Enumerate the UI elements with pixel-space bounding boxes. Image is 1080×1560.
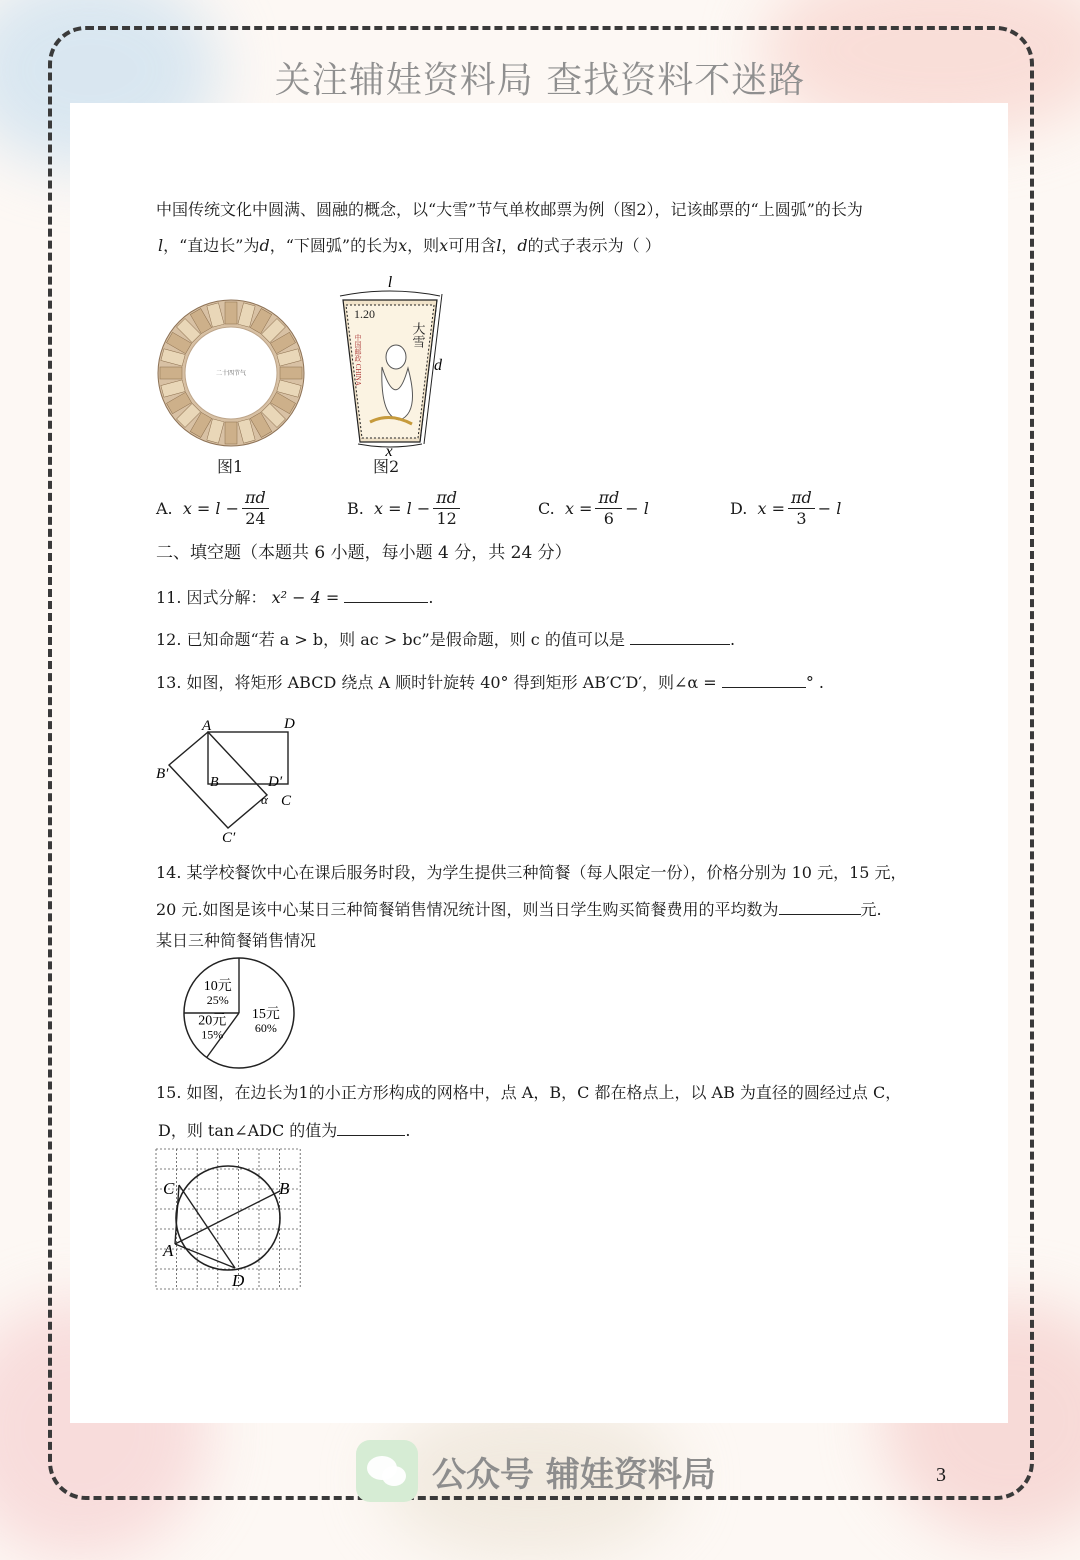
stamp-country: 中国邮政 CHINA: [354, 334, 362, 386]
q14-chart-title: 某日三种简餐销售情况: [156, 931, 317, 950]
q14-answer-blank[interactable]: [779, 898, 861, 915]
wheel-center-text: 二十四节气: [215, 371, 247, 377]
q13-rectangle-figure: [150, 710, 310, 850]
figure2-stamp: [330, 272, 450, 462]
figure1-stamp-wheel: [156, 298, 306, 448]
stamp-name: 大雪: [410, 322, 426, 348]
q15-line1: 15. 如图，在边长为1的小正方形构成的网格中，点 A，B，C 都在格点上，以 AB 为直径的圆经过点 C，: [156, 1083, 902, 1102]
figure1-caption: 图1: [217, 457, 244, 476]
question-11: 11. 因式分解： x² − 4 = .: [156, 588, 434, 607]
q13-label-dp: D′: [268, 774, 283, 790]
pie-slice-percent: 60%: [254, 1020, 277, 1035]
pie-slice-percent: 25%: [206, 992, 229, 1007]
wheel-stamp-tile: [280, 367, 302, 379]
wheel-stamp-tile: [160, 367, 182, 379]
option-b[interactable]: B. x = l − $\frac{\pi d}{12}$: [347, 488, 463, 529]
pie-slice-label: 20元: [198, 1013, 227, 1029]
question-13: 13. 如图，将矩形 ABCD 绕点 A 顺时针旋转 40° 得到矩形 AB′C′D′，则∠α = ° .: [156, 673, 824, 692]
header-banner: 关注辅娃资料局 查找资料不迷路: [274, 60, 806, 101]
q15-grid-circle-figure: [155, 1148, 301, 1290]
q15-label-b: B: [279, 1179, 290, 1198]
fig2-label-x: x: [385, 443, 393, 460]
q13-answer-blank[interactable]: [722, 671, 806, 688]
figure2-caption: 图2: [373, 457, 400, 476]
q14-pie-chart: [180, 954, 298, 1072]
question-12: 12. 已知命题“若 a > b，则 ac > bc”是假命题，则 c 的值可以是 .: [156, 630, 736, 649]
option-c-fraction: $\frac{\pi d}{6}$: [595, 488, 622, 529]
q13-label-cp: C′: [222, 830, 236, 846]
wechat-icon: [356, 1440, 418, 1502]
q12-answer-blank[interactable]: [630, 628, 730, 645]
option-a[interactable]: A. x = l − $\frac{\pi d}{24}$: [156, 488, 272, 529]
q10-line2: l，“直边长”为d，“下圆弧”的长为x，则x可用含l，d的式子表示为（ ）: [158, 236, 661, 255]
q15-answer-blank[interactable]: [337, 1119, 405, 1136]
option-d-fraction: $\frac{\pi d}{3}$: [788, 488, 815, 529]
footer-banner: [356, 1440, 716, 1502]
q11-answer-blank[interactable]: [344, 586, 428, 603]
option-b-fraction: $\frac{\pi d}{12}$: [433, 488, 460, 529]
option-d[interactable]: D. x = $\frac{\pi d}{3}$ − l: [730, 488, 842, 528]
fig2-label-l: l: [387, 274, 393, 291]
wheel-stamp-tile: [225, 302, 237, 324]
section-2-heading: 二、填空题（本题共 6 小题，每小题 4 分，共 24 分）: [156, 543, 572, 563]
q13-label-a: A: [202, 718, 212, 734]
q15-label-a: A: [163, 1241, 174, 1260]
pie-slice-percent: 15%: [201, 1027, 224, 1042]
fig2-label-d: d: [434, 357, 442, 374]
q15-label-c: C: [163, 1179, 175, 1198]
q15-line2: D，则 tan∠ADC 的值为 .: [158, 1121, 411, 1140]
footer-text: 公众号 辅娃资料局: [432, 1454, 716, 1495]
pie-slice-label: 15元: [251, 1006, 280, 1022]
q13-label-bp: B′: [156, 766, 169, 782]
q15-label-d: D: [232, 1271, 245, 1290]
option-c[interactable]: C. x = $\frac{\pi d}{6}$ − l: [538, 488, 649, 528]
stamp-value: 1.20: [354, 307, 375, 321]
q13-label-b: B: [210, 775, 219, 790]
page-number: 3: [936, 1464, 946, 1486]
option-a-fraction: $\frac{\pi d}{24}$: [242, 488, 269, 529]
pie-slice-label: 10元: [203, 978, 232, 994]
q13-label-d: D: [284, 716, 295, 732]
q14-line1: 14. 某学校餐饮中心在课后服务时段，为学生提供三种简餐（每人限定一份），价格分别为 10 元，15 元，: [156, 863, 907, 882]
wheel-stamp-tile: [225, 422, 237, 444]
q13-label-alpha: α: [261, 792, 268, 807]
q13-label-c: C: [281, 793, 292, 809]
q14-line2: 20 元.如图是该中心某日三种简餐销售情况统计图，则当日学生购买简餐费用的平均数为 元.: [156, 900, 882, 919]
q10-line1: 中国传统文化中圆满、圆融的概念，以“大雪”节气单枚邮票为例（图2），记该邮票的“上圆弧”的长为: [156, 200, 863, 219]
